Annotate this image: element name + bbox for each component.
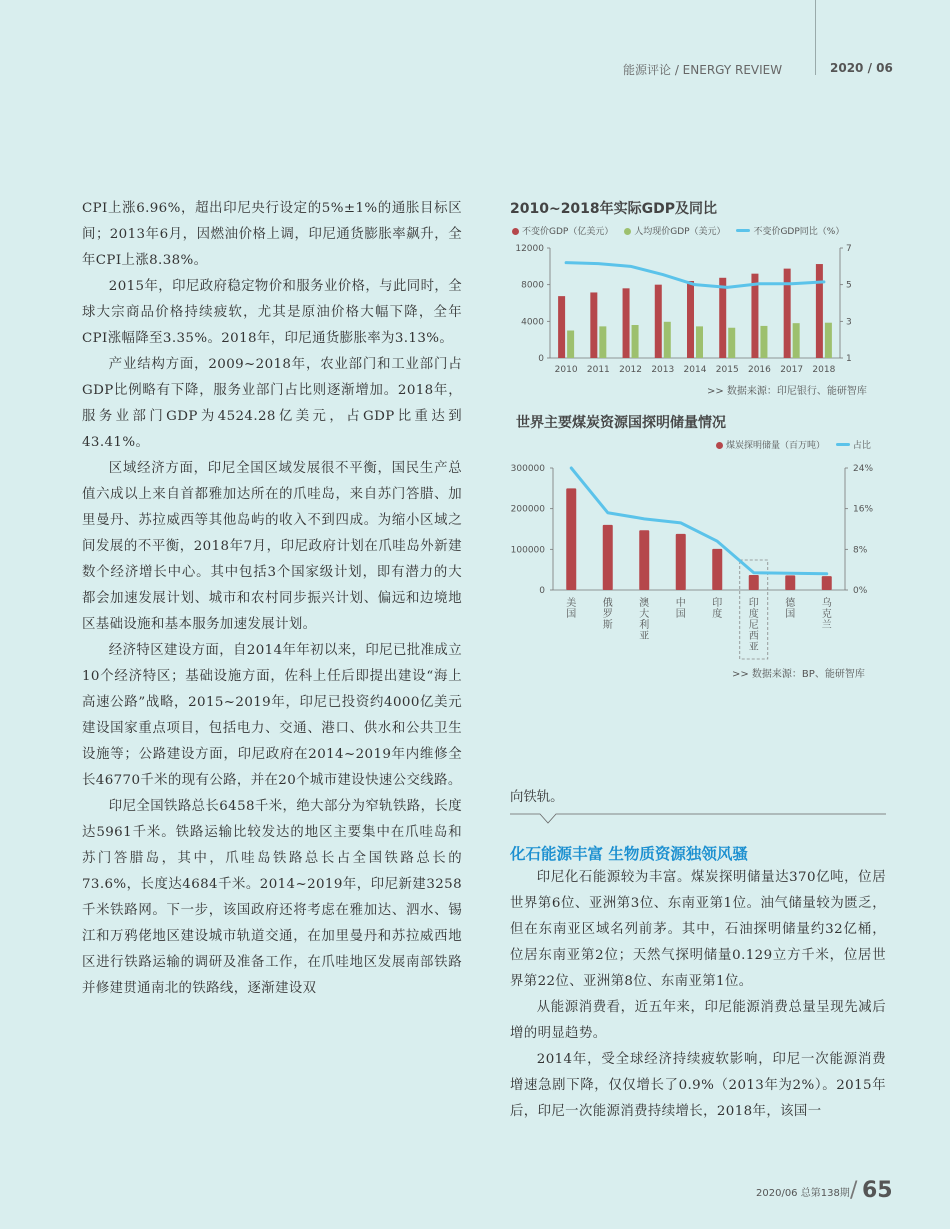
x-tick-label: 2013: [651, 365, 675, 375]
x-tick-label: 乌克兰: [821, 598, 832, 631]
bar-gdp: [719, 278, 726, 358]
x-tick-label: 印度尼西亚: [748, 598, 759, 653]
legend-label: 占比: [852, 441, 871, 451]
y2-tick-label: 7: [846, 244, 852, 254]
x-tick-label: 澳大利亚: [639, 598, 650, 642]
paragraph: 印尼化石能源较为丰富。煤炭探明储量达370亿吨，位居世界第6位、亚洲第3位、东南亚第1位。油气储量较为匮乏，但在东南亚区域名列前茅。其中，石油探明储量约32亿桶，位居东南亚第2位；天然气探明储量0.129立方千米，位居世界第22位、亚洲第8位、东南亚第1位。: [510, 870, 886, 989]
y-tick-label: 0: [538, 354, 544, 364]
legend-swatch: [716, 442, 723, 449]
bar-gdp: [558, 296, 565, 358]
chart2-title: 世界主要煤炭资源国探明储量情况: [516, 415, 726, 431]
header-divider: [815, 0, 816, 75]
y2-tick-label: 16%: [853, 504, 874, 515]
y2-tick-label: 8%: [853, 545, 868, 556]
paragraph: CPI上涨6.96%，超出印尼央行设定的5%±1%的通胀目标区间；2013年6月，因燃油价格上调，印尼通货膨胀率飙升，全年CPI上涨8.38%。: [82, 201, 462, 268]
x-tick-label: 2015: [715, 365, 739, 375]
x-tick-label: 2017: [780, 365, 804, 375]
paragraph: 从能源消费看，近五年来，印尼能源消费总量呈现先减后增的明显趋势。: [510, 1000, 886, 1041]
x-tick-label: 中国: [675, 598, 686, 620]
legend-swatch: [624, 228, 631, 235]
section-divider: [510, 813, 886, 827]
legend-label: 不变价GDP（亿美元）: [522, 227, 614, 237]
bar-gdp: [590, 292, 597, 358]
journal-name: 能源评论 / ENERGY REVIEW: [623, 63, 783, 77]
bar-per-capita: [793, 323, 800, 358]
bar-per-capita: [760, 326, 767, 358]
bar-reserves: [566, 488, 576, 590]
left-column: [82, 196, 462, 1002]
legend-swatch: [512, 228, 519, 235]
bar-gdp: [687, 281, 694, 358]
chart1-legend: [512, 224, 852, 237]
x-tick-label: 2010: [554, 365, 578, 375]
paragraph: 印尼全国铁路总长6458千米，绝大部分为窄轨铁路，长度达5961千米。铁路运输比较发达的地区主要集中在爪哇岛和苏门答腊岛，其中，爪哇岛铁路总长占全国铁路总长的73.6%，长度达4684千米。2014~2019年，印尼新建3258千米铁路网。下一步，该国政府还将考虑在雅加达、泗水、锡江和万鸦佬地区建设城市轨道交通，在加里曼丹和苏拉威西地区进行铁路运输的调研及准备工作，在爪哇地区发展南部铁路并修建贯通南北的铁路线，逐渐建设双: [82, 799, 462, 996]
x-tick-label: 2016: [747, 365, 771, 375]
y-tick-label: 100000: [510, 545, 545, 556]
legend-label: 人均现价GDP（美元）: [634, 227, 726, 237]
bar-reserves: [639, 530, 649, 590]
bar-reserves: [749, 575, 759, 590]
y-tick-label: 4000: [521, 317, 544, 328]
x-tick-label: 德国: [785, 598, 796, 620]
bar-reserves: [822, 576, 832, 590]
bar-gdp: [623, 288, 630, 358]
chart2-source: >> 数据来源：BP、能研智库: [732, 669, 865, 680]
bar-reserves: [603, 525, 613, 590]
footer-slash: /: [850, 1178, 858, 1203]
page-number: 65: [862, 1178, 893, 1203]
x-tick-label: 俄罗斯: [602, 598, 613, 631]
bar-gdp: [816, 264, 823, 358]
x-tick-label: 美国: [566, 598, 577, 620]
y2-tick-label: 24%: [853, 464, 874, 474]
legend-swatch: [836, 443, 850, 446]
x-tick-label: 2011: [586, 365, 610, 375]
legend-label: 不变价GDP同比（%）: [753, 227, 845, 237]
x-tick-label: 2018: [812, 365, 836, 375]
bar-per-capita: [567, 331, 574, 359]
bar-gdp: [784, 269, 791, 358]
section-title: 化石能源丰富 生物质资源独领风骚: [510, 845, 748, 863]
bar-gdp: [655, 285, 662, 358]
bar-per-capita: [599, 326, 606, 358]
y2-tick-label: 0%: [853, 586, 868, 596]
bar-reserves: [676, 534, 686, 590]
y2-tick-label: 1: [846, 354, 852, 364]
paragraph: 2014年，受全球经济持续疲软影响，印尼一次能源消费增速急剧下降，仅仅增长了0.9%（2013年为2%）。2015年后，印尼一次能源消费持续增长，2018年，该国一: [510, 1052, 886, 1119]
chart2-legend: [716, 438, 879, 451]
y2-tick-label: 5: [846, 280, 852, 291]
y-tick-label: 8000: [521, 280, 544, 291]
legend-item: [624, 227, 729, 237]
paragraph: 经济特区建设方面，自2014年年初以来，印尼已批准成立10个经济特区；基础设施方面，佐科上任后即提出建设“海上高速公路”战略，2015~2019年，印尼已投资约4000亿美元建设国家重点项目，包括电力、交通、港口、供水和公共卫生设施等；公路建设方面，印尼政府在2014~2019年内维修全长46770千米的现有公路，并在20个城市建设快速公交线路。: [82, 643, 462, 788]
bar-per-capita: [632, 325, 639, 358]
bar-per-capita: [728, 328, 735, 358]
issue-label: 2020 / 06: [830, 61, 893, 75]
bar-reserves: [712, 549, 722, 590]
paragraph-fragment: 向铁轨。: [510, 790, 564, 805]
x-tick-label: 2014: [683, 365, 707, 375]
bar-per-capita: [696, 326, 703, 358]
legend-item: [716, 441, 829, 451]
y-tick-label: 0: [539, 586, 545, 596]
paragraph: 2015年，印尼政府稳定物价和服务业价格，与此同时，全球大宗商品价格持续疲软，尤其是原油价格大幅下降，全年CPI涨幅降至3.35%。2018年，印尼通货膨胀率为3.13%。: [82, 279, 462, 346]
chart1-source: >> 数据来源：印尼银行、能研智库: [707, 386, 867, 397]
paragraph: 区域经济方面，印尼全国区域发展很不平衡，国民生产总值六成以上来自首都雅加达所在的爪哇岛，来自苏门答腊、加里曼丹、苏拉威西等其他岛屿的收入不到四成。为缩小区域之间发展的不平衡，2018年7月，印尼政府计划在爪哇岛外新建数个经济增长中心。其中包括3个国家级计划，即有潜力的大都会加速发展计划、城市和农村同步振兴计划、偏远和边境地区基础设施和基本服务加速发展计划。: [82, 461, 462, 632]
y-tick-label: 300000: [510, 464, 545, 474]
x-tick-label: 2012: [619, 365, 643, 375]
bar-gdp: [751, 274, 758, 358]
bar-per-capita: [664, 322, 671, 358]
bar-per-capita: [825, 323, 832, 358]
x-tick-label: 印度: [712, 598, 723, 620]
y2-tick-label: 3: [846, 317, 852, 328]
y-tick-label: 200000: [510, 504, 545, 515]
y-tick-label: 12000: [515, 244, 544, 254]
right-column: [510, 865, 886, 1125]
gdp-chart: [505, 240, 865, 380]
coal-reserves-chart: [500, 458, 880, 658]
footer-issue: 2020/06 总第138期: [756, 1188, 850, 1199]
legend-label: 煤炭探明储量（百万吨）: [726, 441, 826, 451]
legend-item: [736, 227, 848, 237]
legend-item: [512, 227, 617, 237]
legend-swatch: [736, 229, 750, 232]
bar-reserves: [785, 575, 795, 590]
paragraph: 产业结构方面，2009~2018年，农业部门和工业部门占GDP比例略有下降，服务业部门占比则逐渐增加。2018年，服务业部门GDP为4524.28亿美元，占GDP比重达到43.41%。: [82, 357, 462, 450]
chart1-title: 2010~2018年实际GDP及同比: [510, 201, 718, 217]
legend-item: [836, 441, 875, 451]
